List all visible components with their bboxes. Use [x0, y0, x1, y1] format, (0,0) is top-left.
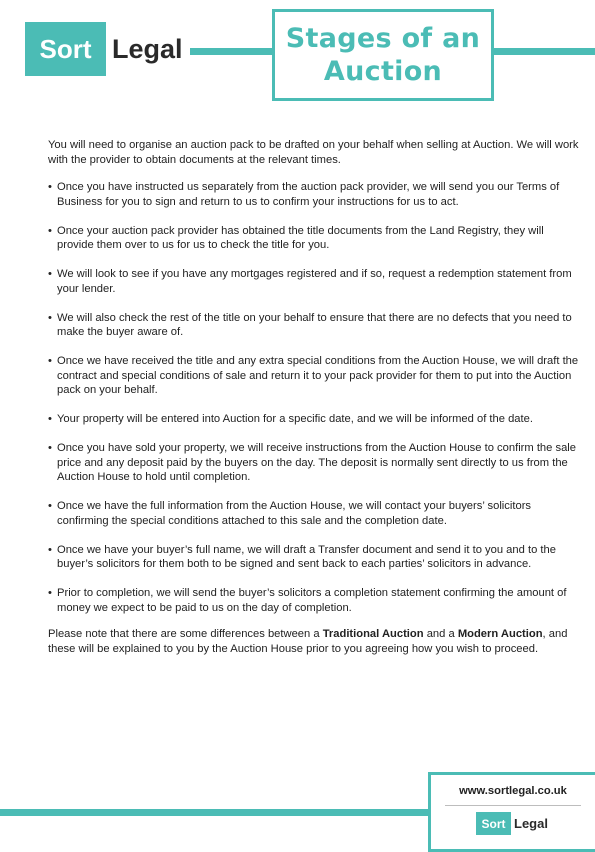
footer-url[interactable]: www.sortlegal.co.uk	[459, 785, 567, 797]
page-title-line-1: Stages of an	[285, 23, 481, 54]
header-logo	[25, 22, 183, 76]
header-bar-right	[494, 48, 595, 55]
step-item: • Once we have your buyer’s full name, we will draft a Transfer document and send it to you and to the buyer’s solicitors for them both to be signed and sent back to each parties’ solicitors in advance.	[48, 543, 582, 572]
note-text: Please note that there are some differences between a	[48, 628, 323, 640]
main-content	[48, 138, 582, 668]
step-item: • Your property will be entered into Auction for a specific date, and we will be informed of the date.	[48, 412, 582, 427]
steps-list	[48, 180, 582, 615]
footer-logo-box	[476, 812, 511, 835]
step-item: • Once you have sold your property, we will receive instructions from the Auction House to confirm the sale price and any deposit paid by the buyers on the day. The deposit is normally sent directly to us from the Auction House to hold until completion.	[48, 441, 582, 485]
title-box	[272, 9, 494, 101]
footer-logo-word: Legal	[514, 816, 548, 831]
step-item: • Once your auction pack provider has obtained the title documents from the Land Registry, they will provide them over to us for us to check the title for you.	[48, 224, 582, 253]
footer-bar	[0, 809, 430, 816]
step-item: • Prior to completion, we will send the buyer’s solicitors a completion statement confirming the amount of money we expect to be paid to us on the day of completion.	[48, 586, 582, 615]
step-item: • We will look to see if you have any mortgages registered and if so, request a redemption statement from your lender.	[48, 267, 582, 296]
note-bold-modern: Modern Auction	[457, 628, 543, 640]
footer-divider	[445, 805, 581, 806]
note-text: and a	[423, 628, 458, 640]
page-title-line-2: Auction	[323, 56, 443, 87]
intro-paragraph: You will need to organise an auction pack to be drafted on your behalf when selling at Auction. We will work with the provider to obtain documents at the relevant times.	[48, 139, 579, 166]
step-item: • Once we have the full information from the Auction House, we will contact your buyers’ solicitors confirming the special conditions attached to this sale and the completion date.	[48, 499, 582, 528]
footer-logo	[476, 812, 548, 835]
logo-box	[25, 22, 106, 76]
step-item: • Once we have received the title and any extra special conditions from the Auction House, we will draft the contract and special conditions of sale and return it to your pack provider for them to put into the Auction pack on your behalf.	[48, 354, 582, 398]
step-item: • We will also check the rest of the title on your behalf to ensure that there are no defects that you need to make the buyer aware of.	[48, 311, 582, 340]
note-text: , and these will be explained to you by the Auction House prior to you agreeing how you wish to proceed.	[48, 628, 568, 655]
note-bold-traditional: Traditional Auction	[322, 628, 424, 640]
header-bar-left	[190, 48, 274, 55]
logo-word: Legal	[112, 33, 183, 64]
step-item: • Once you have instructed us separately from the auction pack provider, we will send you our Terms of Business for you to sign and return to us to confirm your instructions for us to act.	[48, 180, 582, 209]
footer-logo-box-text: Sort	[481, 816, 506, 831]
note-paragraph	[48, 627, 582, 656]
footer-box	[428, 772, 595, 852]
logo-box-text: Sort	[39, 33, 92, 64]
